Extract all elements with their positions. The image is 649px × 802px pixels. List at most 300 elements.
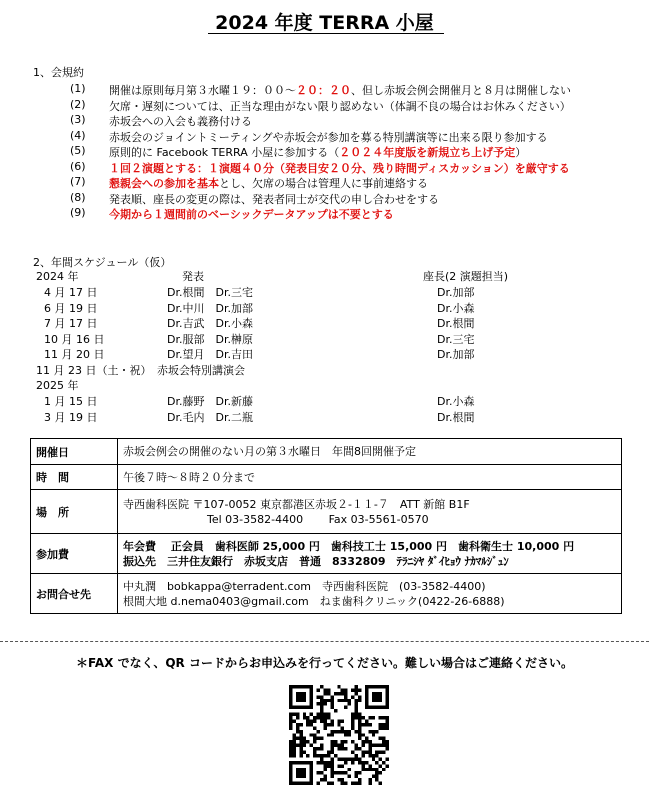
qr-module (358, 747, 361, 750)
qr-module (313, 716, 316, 719)
schedule-presenters: Dr.根間 Dr.三宅 (167, 286, 253, 299)
qr-module (323, 716, 326, 719)
qr-module (320, 761, 323, 764)
info-row-contact (31, 574, 622, 614)
qr-module (337, 723, 340, 726)
qr-module (361, 764, 364, 767)
qr-module (317, 747, 320, 750)
qr-module (344, 740, 347, 743)
qr-module (310, 782, 313, 785)
qr-module (337, 744, 340, 747)
qr-module (375, 778, 378, 781)
qr-module (368, 782, 371, 785)
qr-module (299, 775, 302, 778)
qr-module (365, 751, 368, 754)
qr-module (310, 771, 313, 774)
qr-module (355, 709, 358, 712)
qr-module (299, 730, 302, 733)
qr-module (361, 751, 364, 754)
qr-code[interactable] (289, 685, 389, 785)
qr-module (348, 702, 351, 705)
qr-module (327, 782, 330, 785)
qr-module (292, 747, 295, 750)
qr-module (375, 692, 378, 695)
qr-module (341, 757, 344, 760)
qr-module (330, 751, 333, 754)
qr-module (365, 706, 368, 709)
qr-module (341, 726, 344, 729)
qr-module (330, 723, 333, 726)
qr-module (289, 688, 292, 691)
qr-module (320, 706, 323, 709)
contact-nakamaru: 中丸潤 bobkappa@terradent.com 寺西歯科医院 (03-3582-4400) (123, 579, 486, 593)
qr-module (289, 782, 292, 785)
qr-module (368, 754, 371, 757)
qr-module (296, 761, 299, 764)
qr-module (344, 771, 347, 774)
cut-line (0, 641, 649, 642)
qr-module (372, 685, 375, 688)
qr-module (296, 692, 299, 695)
qr-module (289, 751, 292, 754)
rule-text (109, 113, 252, 129)
qr-module (289, 695, 292, 698)
qr-module (289, 771, 292, 774)
qr-module (292, 754, 295, 757)
qr-module (317, 737, 320, 740)
qr-module (310, 702, 313, 705)
qr-module (310, 778, 313, 781)
place-address: 寺西歯科医院 〒107-0052 東京都港区赤坂２-１１-７ ATT 新館 B1F (123, 497, 470, 511)
qr-module (386, 695, 389, 698)
qr-module (348, 768, 351, 771)
qr-module (317, 688, 320, 691)
qr-module (310, 775, 313, 778)
qr-module (317, 695, 320, 698)
qr-module (306, 761, 309, 764)
qr-module (386, 723, 389, 726)
rule-text (109, 129, 548, 145)
qr-module (355, 754, 358, 757)
qr-module (375, 775, 378, 778)
qr-module (323, 775, 326, 778)
qr-module (337, 778, 340, 781)
qr-module (317, 713, 320, 716)
qr-module (365, 699, 368, 702)
qr-module (292, 706, 295, 709)
qr-module (299, 751, 302, 754)
qr-module (296, 713, 299, 716)
rule-number: (9) (70, 206, 86, 219)
qr-module (306, 782, 309, 785)
qr-module (310, 695, 313, 698)
qr-module (320, 744, 323, 747)
qr-module (323, 761, 326, 764)
qr-module (341, 778, 344, 781)
qr-module (317, 702, 320, 705)
qr-module (365, 768, 368, 771)
qr-module (361, 761, 364, 764)
qr-module (330, 771, 333, 774)
schedule-presenter-header: 発表 (182, 270, 204, 283)
qr-module (375, 695, 378, 698)
qr-module (303, 771, 306, 774)
qr-module (310, 688, 313, 691)
rule-text-segment: 開催は原則毎月第３水曜１９：００～ (109, 84, 296, 97)
rule-text (109, 98, 571, 114)
schedule-date: 3 月 19 日 (44, 410, 98, 424)
qr-module (337, 730, 340, 733)
qr-module (348, 775, 351, 778)
qr-module (375, 761, 378, 764)
qr-module (372, 757, 375, 760)
qr-module (303, 685, 306, 688)
qr-module (320, 771, 323, 774)
qr-module (351, 719, 354, 722)
qr-module (299, 733, 302, 736)
qr-module (344, 761, 347, 764)
qr-module (365, 737, 368, 740)
qr-module (317, 754, 320, 757)
qr-module (320, 695, 323, 698)
qr-module (379, 771, 382, 774)
qr-module (320, 757, 323, 760)
qr-module (355, 771, 358, 774)
qr-module (296, 699, 299, 702)
schedule-chair: Dr.加部 (437, 286, 475, 299)
qr-module (368, 747, 371, 750)
qr-module (358, 778, 361, 781)
qr-module (382, 768, 385, 771)
qr-module (372, 775, 375, 778)
qr-module (320, 702, 323, 705)
qr-module (382, 726, 385, 729)
qr-module (368, 744, 371, 747)
schedule-presenters: Dr.吉武 Dr.小森 (167, 317, 253, 331)
qr-module (361, 733, 364, 736)
qr-module (386, 757, 389, 760)
qr-module (296, 685, 299, 688)
qr-module (303, 768, 306, 771)
qr-module (330, 740, 333, 743)
qr-module (303, 740, 306, 743)
qr-module (317, 716, 320, 719)
qr-module (330, 702, 333, 705)
qr-module (386, 716, 389, 719)
qr-module (296, 723, 299, 726)
contact-value (118, 574, 622, 614)
qr-module (358, 761, 361, 764)
qr-module (375, 744, 378, 747)
rule-number: (6) (70, 159, 86, 173)
qr-module (368, 764, 371, 767)
schedule-chair: Dr.三宅 (437, 332, 475, 346)
qr-module (289, 744, 292, 747)
qr-module (351, 688, 354, 691)
qr-module (379, 695, 382, 698)
qr-module (337, 699, 340, 702)
place-label: 場 所 (31, 490, 118, 534)
rule-number: (4) (70, 128, 86, 142)
qr-module (379, 751, 382, 754)
qr-module (323, 688, 326, 691)
qr-module (289, 716, 292, 719)
qr-module (330, 782, 333, 785)
qr-module (289, 740, 292, 743)
qr-module (320, 737, 323, 740)
qr-module (296, 737, 299, 740)
schedule-presenters: Dr.藤野 Dr.新藤 (167, 395, 253, 408)
qr-module (365, 723, 368, 726)
qr-module (317, 782, 320, 785)
qr-module (306, 754, 309, 757)
qr-module (327, 699, 330, 702)
qr-module (379, 723, 382, 726)
qr-module (386, 744, 389, 747)
rule-text (109, 175, 428, 191)
rule-number: (2) (70, 97, 86, 111)
qr-module (303, 695, 306, 698)
qr-module (358, 695, 361, 698)
qr-module (327, 688, 330, 691)
qr-module (361, 716, 364, 719)
qr-module (375, 771, 378, 774)
qr-module (379, 726, 382, 729)
qr-module (358, 757, 361, 760)
qr-module (358, 782, 361, 785)
qr-module (386, 685, 389, 688)
qr-module (320, 747, 323, 750)
qr-module (310, 719, 313, 722)
qr-module (341, 719, 344, 722)
qr-module (365, 695, 368, 698)
qr-module (368, 730, 371, 733)
qr-module (327, 764, 330, 767)
qr-module (386, 692, 389, 695)
qr-module (289, 699, 292, 702)
qr-module (296, 768, 299, 771)
qr-module (313, 733, 316, 736)
rule-number: (1) (70, 82, 86, 95)
qr-module (372, 768, 375, 771)
rule-text-segment: 赤坂会のジョイントミーティングや赤坂会が参加を募る特別講演等に出来る限り参加する (109, 130, 548, 144)
qr-module (382, 744, 385, 747)
qr-module (299, 695, 302, 698)
qr-module (341, 688, 344, 691)
qr-module (296, 782, 299, 785)
qr-module (358, 713, 361, 716)
qr-module (348, 699, 351, 702)
qr-module (327, 751, 330, 754)
qr-module (330, 768, 333, 771)
qr-module (313, 747, 316, 750)
date-label: 開催日 (31, 439, 118, 465)
qr-module (306, 685, 309, 688)
place-phone-fax: Tel 03-3582-4400 Fax 03-5561-0570 (207, 512, 429, 526)
qr-module (355, 713, 358, 716)
qr-module (386, 702, 389, 705)
qr-module (375, 768, 378, 771)
qr-module (313, 740, 316, 743)
schedule-year-2025: 2025 年 (36, 379, 79, 392)
qr-module (372, 754, 375, 757)
qr-module (355, 685, 358, 688)
qr-module (334, 740, 337, 743)
qr-module (323, 713, 326, 716)
qr-module (306, 706, 309, 709)
qr-module (320, 709, 323, 712)
qr-module (379, 764, 382, 767)
qr-module (296, 706, 299, 709)
qr-module (361, 768, 364, 771)
qr-module (292, 737, 295, 740)
qr-module (310, 685, 313, 688)
qr-module (296, 726, 299, 729)
qr-module (310, 764, 313, 767)
qr-module (379, 716, 382, 719)
qr-module (327, 716, 330, 719)
qr-module (310, 761, 313, 764)
qr-module (296, 695, 299, 698)
rule-text-emphasis: １回２演題とする：１演題４０分（発表目安２０分、残り時間ディスカッション）を厳守する (109, 161, 570, 175)
qr-module (313, 726, 316, 729)
qr-module (323, 726, 326, 729)
rule-text-emphasis: 今期から１週間前のベーシックデータアップは不要とする (109, 208, 394, 221)
qr-module (365, 761, 368, 764)
qr-module (368, 716, 371, 719)
qr-module (327, 723, 330, 726)
qr-module (355, 706, 358, 709)
qr-module (330, 719, 333, 722)
qr-module (303, 751, 306, 754)
qr-module (341, 782, 344, 785)
qr-module (306, 740, 309, 743)
qr-module (299, 768, 302, 771)
qr-module (358, 771, 361, 774)
qr-module (344, 692, 347, 695)
qr-module (330, 747, 333, 750)
qr-module (289, 723, 292, 726)
rule-number: (3) (70, 113, 86, 126)
qr-module (323, 778, 326, 781)
qr-module (289, 754, 292, 757)
qr-module (323, 768, 326, 771)
qr-module (372, 699, 375, 702)
qr-module (372, 706, 375, 709)
qr-module (310, 723, 313, 726)
date-value: 赤坂会例会の開催のない月の第３水曜日 年間8回開催予定 (118, 439, 622, 465)
qr-module (358, 737, 361, 740)
qr-module (310, 692, 313, 695)
rule-text-segment: ） (515, 146, 527, 159)
qr-module (323, 702, 326, 705)
qr-module (372, 692, 375, 695)
qr-module (323, 754, 326, 757)
rule-text-emphasis: ２０２４年度版を新規立ち上げ予定 (339, 146, 516, 159)
qr-module (310, 733, 313, 736)
qr-module (355, 775, 358, 778)
qr-module (348, 730, 351, 733)
qr-module (337, 764, 340, 767)
qr-module (355, 757, 358, 760)
schedule-presenters: Dr.服部 Dr.榊原 (167, 332, 253, 346)
qr-module (292, 719, 295, 722)
qr-module (368, 723, 371, 726)
qr-module (299, 744, 302, 747)
qr-module (296, 744, 299, 747)
rule-text-segment: 原則的に Facebook TERRA 小屋に参加する（ (109, 146, 340, 159)
qr-module (310, 713, 313, 716)
qr-module (358, 726, 361, 729)
qr-module (341, 744, 344, 747)
qr-module (327, 692, 330, 695)
qr-module (292, 761, 295, 764)
qr-module (372, 716, 375, 719)
qr-module (351, 726, 354, 729)
schedule-date: 1 月 15 日 (44, 395, 98, 408)
qr-module (341, 699, 344, 702)
rule-number: (8) (70, 190, 86, 204)
qr-module (299, 685, 302, 688)
qr-module (382, 740, 385, 743)
qr-module (344, 699, 347, 702)
rule-text (109, 82, 571, 98)
qr-module (334, 709, 337, 712)
qr-module (358, 688, 361, 691)
qr-module (313, 754, 316, 757)
qr-module (355, 744, 358, 747)
qr-module (382, 685, 385, 688)
qr-module (386, 699, 389, 702)
qr-module (323, 719, 326, 722)
qr-module (299, 771, 302, 774)
qr-module (341, 771, 344, 774)
qr-module (344, 747, 347, 750)
qr-module (320, 778, 323, 781)
qr-module (365, 685, 368, 688)
qr-module (323, 692, 326, 695)
qr-note: ＊FAX でなく、QR コードからお申込みを行ってください。難しい場合はご連絡ください。 (76, 656, 573, 670)
qr-module (361, 744, 364, 747)
qr-module (355, 688, 358, 691)
qr-module (348, 733, 351, 736)
qr-module (341, 740, 344, 743)
qr-module (317, 761, 320, 764)
qr-module (313, 751, 316, 754)
qr-module (317, 771, 320, 774)
qr-module (368, 740, 371, 743)
qr-module (299, 761, 302, 764)
qr-module (334, 730, 337, 733)
qr-module (320, 754, 323, 757)
qr-module (341, 764, 344, 767)
qr-module (361, 740, 364, 743)
qr-module (330, 733, 333, 736)
qr-module (289, 719, 292, 722)
qr-module (382, 761, 385, 764)
qr-module (337, 719, 340, 722)
qr-module (351, 713, 354, 716)
qr-module (296, 716, 299, 719)
rule-text-segment: 発表順、座長の変更の際は、発表者同士が交代の申し合わせをする (109, 192, 439, 206)
qr-module (365, 719, 368, 722)
schedule-date: 4 月 17 日 (44, 286, 98, 299)
qr-module (303, 706, 306, 709)
qr-module (368, 778, 371, 781)
qr-module (351, 782, 354, 785)
contact-nema: 根間大地 d.nema0403@gmail.com ねま歯科クリニック(0422-26-6888) (123, 594, 505, 608)
rule-text-emphasis: 懇親会への参加を基本 (109, 177, 219, 190)
